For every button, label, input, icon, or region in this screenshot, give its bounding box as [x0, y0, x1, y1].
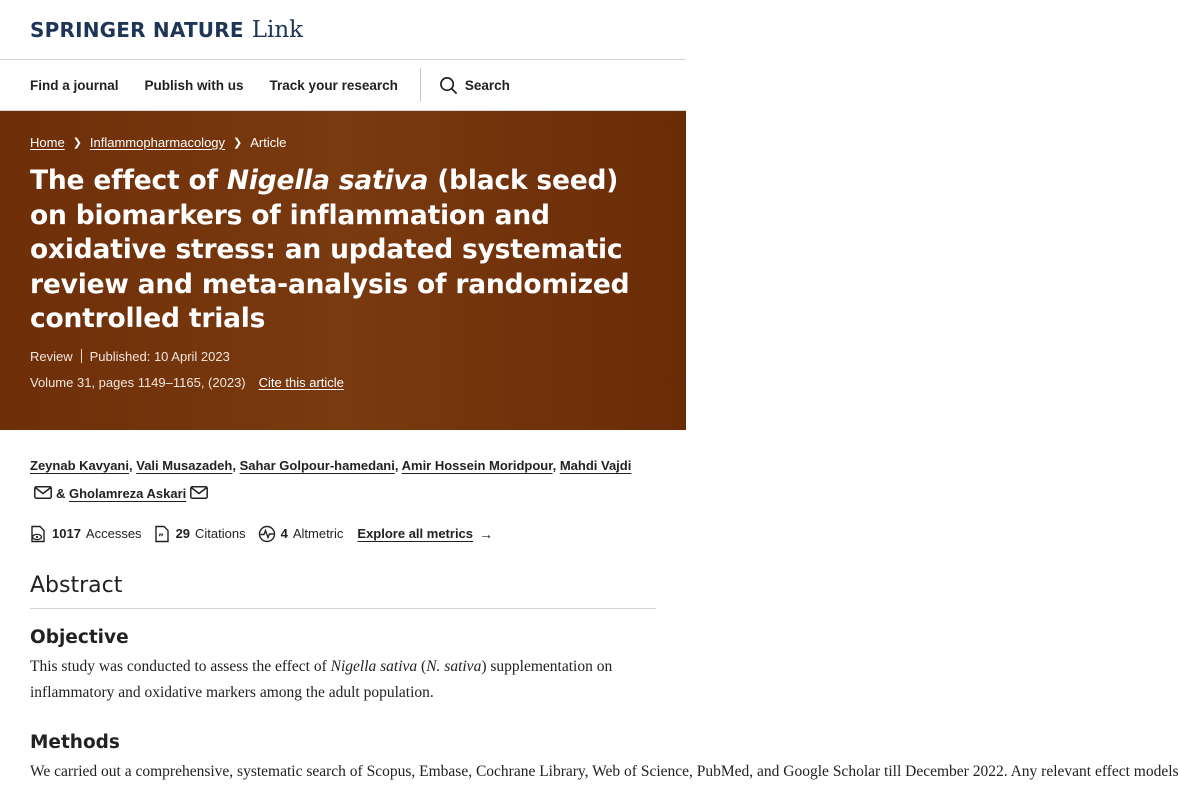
cite-article-link[interactable]: Cite this article — [258, 374, 344, 390]
text-part: This study was conducted to assess the effect of — [30, 657, 331, 675]
breadcrumb-journal[interactable]: Inflammopharmacology — [89, 135, 226, 150]
text-italic: N. sativa — [426, 657, 482, 675]
arrow-right-icon: → — [479, 525, 494, 542]
brand-bar — [0, 0, 686, 60]
title-part: (black seed) on biomarkers of inflammation and oxidative stress: an updated systematic review and meta-analysis of randomized controlled trials — [30, 165, 630, 334]
meta-divider — [81, 349, 82, 363]
mail-icon[interactable] — [190, 481, 208, 509]
volume-info: Volume 31, pages 1149–1165, (2023) — [30, 374, 246, 390]
citation-quote-icon — [154, 525, 171, 543]
altmetric-value: 4 — [280, 526, 288, 542]
title-part: The effect of — [30, 165, 227, 196]
accesses-value: 1017 — [52, 526, 81, 542]
objective-text — [30, 654, 656, 706]
article-hero — [0, 111, 686, 430]
methods-heading: Methods — [30, 731, 120, 753]
accesses-label: Accesses — [85, 526, 142, 542]
author-link[interactable]: Sahar Golpour-hamedani — [239, 458, 395, 473]
main-nav — [0, 60, 686, 111]
explore-metrics-link[interactable]: Explore all metrics — [357, 526, 474, 542]
document-eye-icon — [30, 525, 47, 543]
article-meta — [30, 349, 656, 364]
breadcrumb-current: Article — [250, 135, 287, 150]
altmetric-metric — [258, 525, 344, 543]
objective-heading: Objective — [30, 626, 129, 648]
mail-icon[interactable] — [34, 481, 52, 509]
nav-publish-with-us[interactable]: Publish with us — [144, 77, 244, 93]
text-italic: Nigella sativa — [330, 657, 418, 675]
chevron-right-icon: ❯ — [233, 137, 243, 149]
chevron-right-icon: ❯ — [72, 137, 82, 149]
methods-text: We carried out a comprehensive, systematic search of Scopus, Embase, Cochrane Library, Web of Science, PubMed, and Google Scholar till December 2022. Any relevant effect models — [30, 762, 1179, 780]
accesses-metric — [30, 525, 142, 543]
article-title — [30, 164, 656, 337]
author-link[interactable]: Mahdi Vajdi — [559, 458, 632, 473]
citations-value: 29 — [175, 526, 191, 542]
svg-text:”: ” — [157, 532, 164, 543]
text-part: ( — [417, 657, 427, 675]
search-label: Search — [464, 77, 510, 93]
author-link[interactable]: Gholamreza Askari — [69, 486, 187, 501]
link-logo[interactable]: Link — [251, 16, 304, 43]
breadcrumb-home[interactable]: Home — [30, 135, 65, 150]
search-button[interactable] — [439, 76, 510, 95]
altmetric-icon — [258, 525, 276, 543]
citations-label: Citations — [195, 526, 246, 542]
breadcrumb — [30, 135, 656, 150]
author-list: Zeynab Kavyani, Vali Musazadeh, Sahar Golpour-hamedani, Amir Hossein Moridpour, Mahdi Vajdi& Gholamreza Askari — [0, 430, 686, 509]
article-volume-row — [30, 375, 656, 390]
nav-find-journal[interactable]: Find a journal — [30, 77, 119, 93]
altmetric-label: Altmetric — [292, 526, 344, 542]
abstract-heading: Abstract — [30, 573, 656, 609]
springer-nature-logo[interactable]: SPRINGER NATURE — [30, 17, 244, 42]
article-type: Review — [30, 348, 73, 364]
nav-track-research[interactable]: Track your research — [269, 77, 398, 93]
published-date: Published: 10 April 2023 — [89, 348, 230, 364]
nav-divider — [420, 68, 421, 102]
text-part: ) supplementation on inflammatory and oxidative markers among the adult population. — [30, 657, 613, 701]
author-link[interactable]: Amir Hossein Moridpour — [401, 458, 553, 473]
article-metrics — [0, 509, 686, 543]
search-icon — [439, 76, 458, 95]
citations-metric — [154, 525, 246, 543]
author-link[interactable]: Zeynab Kavyani — [30, 458, 129, 473]
author-link[interactable]: Vali Musazadeh — [136, 458, 233, 473]
title-italic: Nigella sativa — [226, 165, 429, 196]
